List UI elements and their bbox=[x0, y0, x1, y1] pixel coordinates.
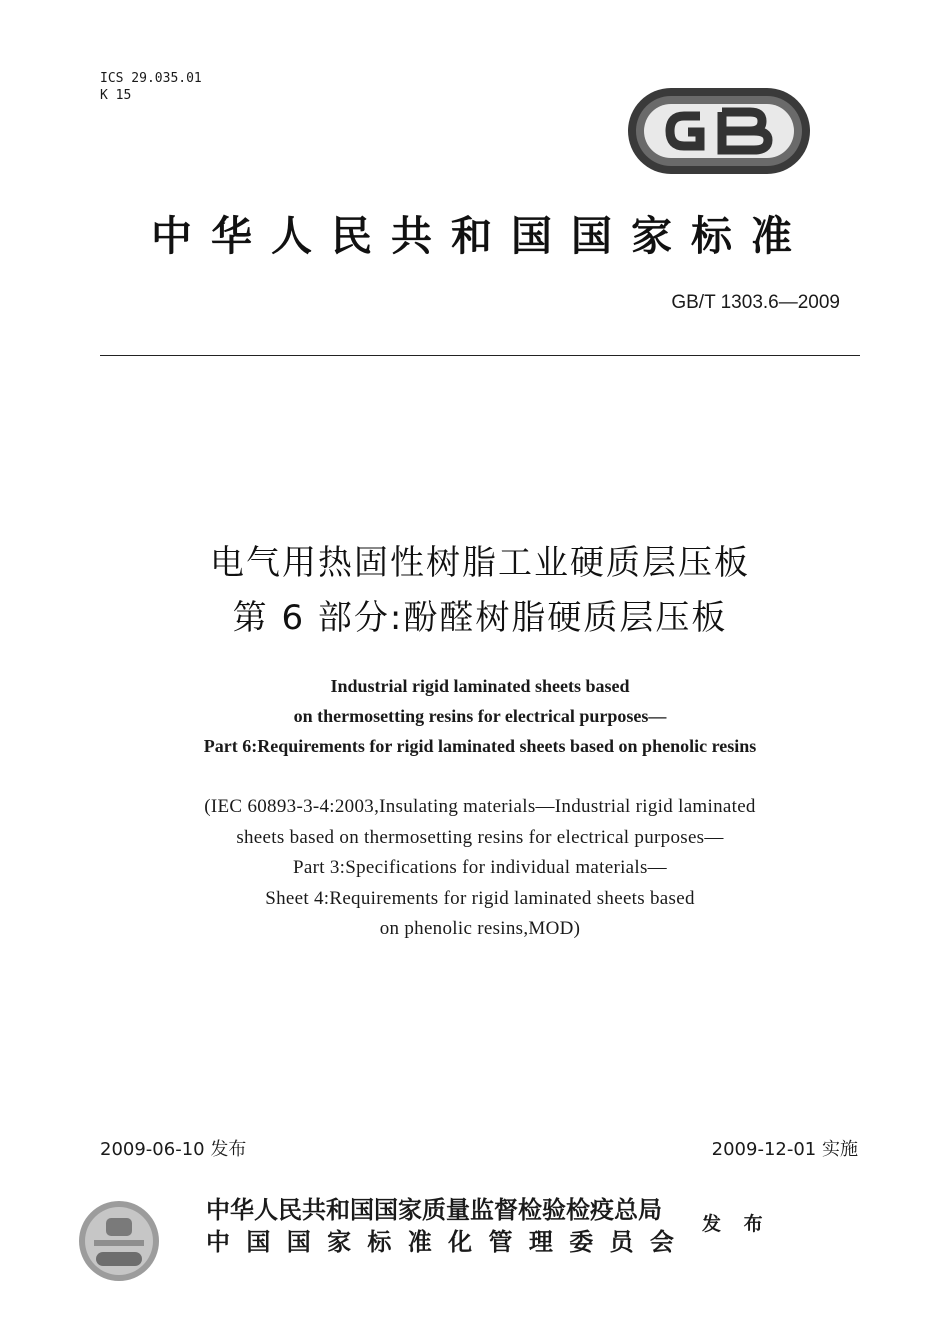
iec-line: (IEC 60893-3-4:2003,Insulating materials—Industrial rigid laminated bbox=[204, 796, 756, 817]
iec-line: sheets based on thermosetting resins for electrical purposes— bbox=[236, 826, 724, 848]
class-code: K 15 bbox=[100, 88, 132, 103]
publish-date: 2009-06-10 发布 bbox=[100, 1139, 247, 1160]
effective-date: 2009-12-01 实施 bbox=[711, 1139, 858, 1160]
iec-reference bbox=[80, 792, 880, 945]
ics-code: ICS 29.035.01 bbox=[100, 71, 202, 86]
anti-counterfeit-seal bbox=[78, 1200, 160, 1282]
english-title-line: Industrial rigid laminated sheets based bbox=[330, 676, 630, 696]
english-title-line: on thermosetting resins for electrical purposes— bbox=[293, 706, 667, 726]
national-standard-title: 中华人民共和国国家标准 bbox=[151, 212, 811, 260]
cn-title-line1: 电气用热固性树脂工业硬质层压板 bbox=[210, 543, 750, 583]
gb-logo bbox=[626, 86, 812, 176]
issuer-sac: 中 国 国 家 标 准 化 管 理 委 员 会 bbox=[206, 1227, 678, 1256]
iec-line: Sheet 4:Requirements for rigid laminated sheets based bbox=[265, 887, 695, 909]
issue-label: 发 布 bbox=[702, 1213, 771, 1235]
issuer-aqsiq: 中华人民共和国国家质量监督检验检疫总局 bbox=[206, 1195, 662, 1224]
iec-line: on phenolic resins,MOD) bbox=[379, 918, 581, 939]
iec-line: Part 3:Specifications for individual materials— bbox=[293, 857, 667, 878]
header-divider bbox=[100, 355, 860, 356]
english-title bbox=[80, 671, 880, 761]
classification-codes bbox=[100, 70, 202, 104]
cn-title-line2: 第 6 部分:酚醛树脂硬质层压板 bbox=[232, 598, 728, 638]
english-title-line: Part 6:Requirements for rigid laminated sheets based on phenolic resins bbox=[203, 736, 757, 756]
standard-number: GB/T 1303.6—2009 bbox=[671, 292, 840, 313]
